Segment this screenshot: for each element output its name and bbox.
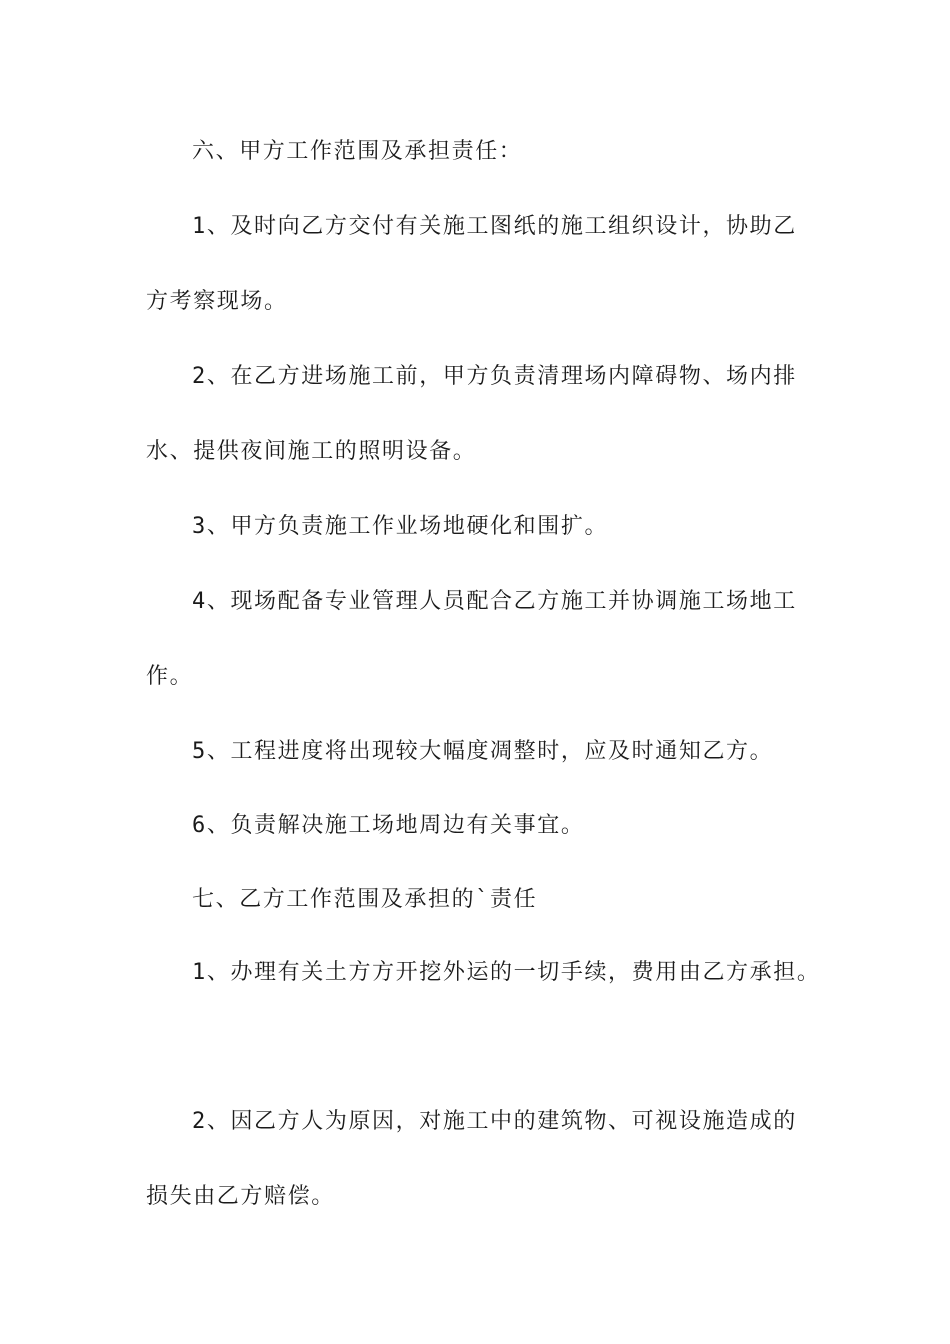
paragraph-line: 1、及时向乙方交付有关施工图纸的施工组织设计，协助乙: [192, 214, 797, 239]
paragraph-line: 方考察现场。: [146, 289, 288, 314]
paragraph-line: 6、负责解决施工场地周边有关事宜。: [192, 813, 585, 838]
section-heading-party-b: 七、乙方工作范围及承担的`责任: [192, 887, 538, 912]
paragraph-line: 1、办理有关土方方开挖外运的一切手续，费用由乙方承担。: [192, 960, 821, 985]
paragraph-line: 4、现场配备专业管理人员配合乙方施工并协调施工场地工: [192, 589, 797, 614]
paragraph-line: 5、工程进度将出现较大幅度凋整时，应及时通知乙方。: [192, 739, 774, 764]
section-heading-party-a: 六、甲方工作范围及承担责任：: [192, 139, 523, 164]
paragraph-line: 作。: [146, 664, 194, 689]
paragraph-line: 2、因乙方人为原因，对施工中的建筑物、可视设施造成的: [192, 1109, 797, 1134]
paragraph-line: 3、甲方负责施工作业场地硬化和围扩。: [192, 514, 609, 539]
paragraph-line: 水、提供夜间施工的照明设备。: [146, 439, 477, 464]
paragraph-line: 2、在乙方进场施工前，甲方负责清理场内障碍物、场内排: [192, 364, 797, 389]
paragraph-line: 损失由乙方赔偿。: [146, 1184, 335, 1209]
